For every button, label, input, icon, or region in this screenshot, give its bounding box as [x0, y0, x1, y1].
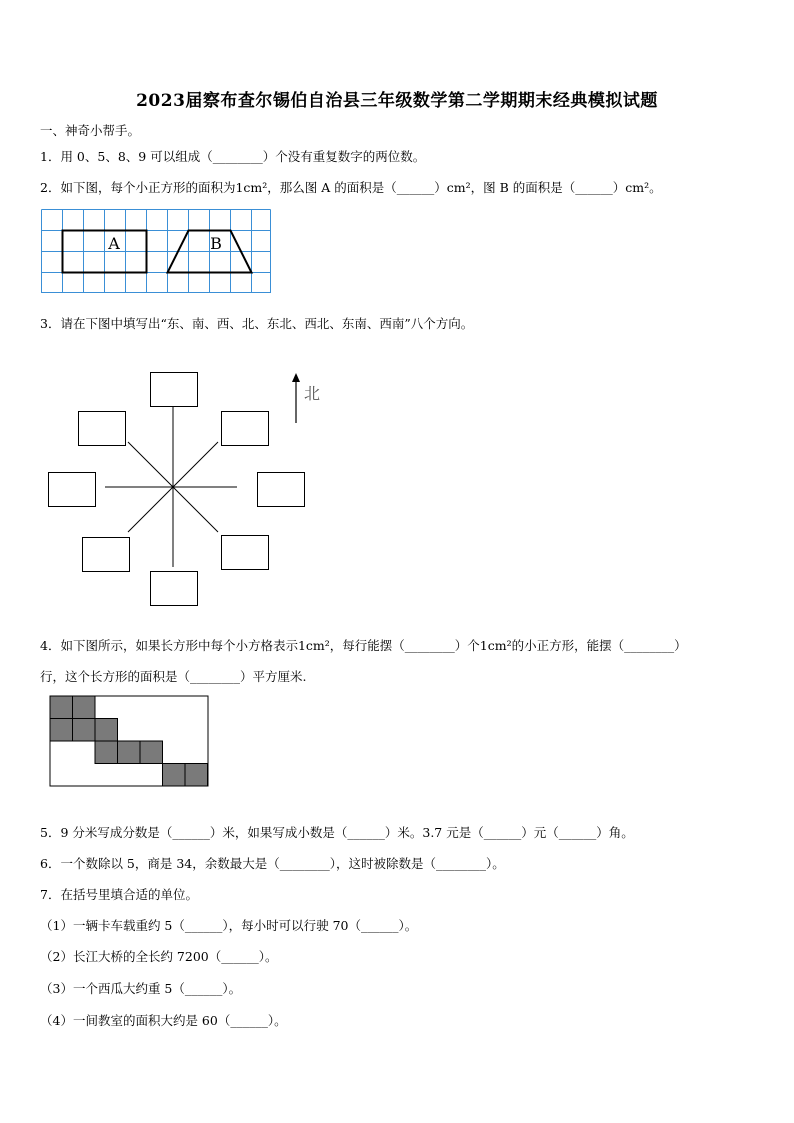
box-northeast [222, 412, 269, 446]
question-4-line-2: 行，这个长方形的面积是（________）平方厘米. [40, 669, 307, 684]
shaded-square [163, 764, 186, 787]
box-south [151, 572, 198, 606]
question-7-item-3: （3）一个西瓜大约重 5（______）。 [40, 981, 242, 996]
grid-lines [42, 210, 271, 294]
box-north [151, 373, 198, 407]
shape-a-label: A [108, 234, 120, 253]
shaded-square [118, 741, 141, 764]
area-grid-figure [41, 209, 271, 294]
north-label: 北 [304, 384, 321, 403]
question-4-line-1: 4．如下图所示，如果长方形中每个小方格表示1cm²，每行能摆（________）个1cm²的小正方形，能摆（________） [40, 638, 687, 653]
shaded-square [50, 696, 73, 719]
box-southwest [83, 538, 130, 572]
box-southeast [222, 536, 269, 570]
shaded-square [185, 764, 208, 787]
question-3: 3．请在下图中填写出“东、南、西、北、东北、西北、东南、西南”八个方向。 [40, 316, 474, 331]
shape-b-label: B [210, 234, 222, 253]
shaded-square [50, 719, 73, 742]
shaded-square [73, 696, 96, 719]
box-east [258, 473, 305, 507]
question-7-item-1: （1）一辆卡车载重约 5（______），每小时可以行驶 70（______）。 [40, 918, 418, 933]
question-6: 6．一个数除以 5，商是 34，余数最大是（________），这时被除数是（________）。 [40, 856, 505, 871]
question-5: 5．9 分米写成分数是（______）米，如果写成小数是（______）米。3.7 元是（______）元（______）角。 [40, 825, 634, 840]
shaded-square [95, 719, 118, 742]
page-title: 2023届察布查尔锡伯自治县三年级数学第二学期期末经典模拟试题 [136, 91, 658, 111]
question-2: 2．如下图，每个小正方形的面积为1cm²，那么图 A 的面积是（______）cm²，图 B 的面积是（______）cm²。 [40, 180, 662, 195]
question-7-item-4: （4）一间教室的面积大约是 60（______）。 [40, 1013, 287, 1028]
box-northwest [79, 412, 126, 446]
shaded-square [95, 741, 118, 764]
question-7: 7．在括号里填合适的单位。 [40, 887, 198, 902]
shaded-square [140, 741, 163, 764]
section-heading: 一、神奇小帮手。 [40, 123, 141, 138]
shaded-square [73, 719, 96, 742]
rectangle-squares-figure [49, 695, 211, 789]
direction-figure [40, 365, 340, 610]
north-arrow [292, 373, 300, 423]
question-7-item-2: （2）长江大桥的全长约 7200（______）。 [40, 949, 278, 964]
box-west [49, 473, 96, 507]
question-1: 1．用 0、5、8、9 可以组成（________）个没有重复数字的两位数。 [40, 149, 426, 164]
